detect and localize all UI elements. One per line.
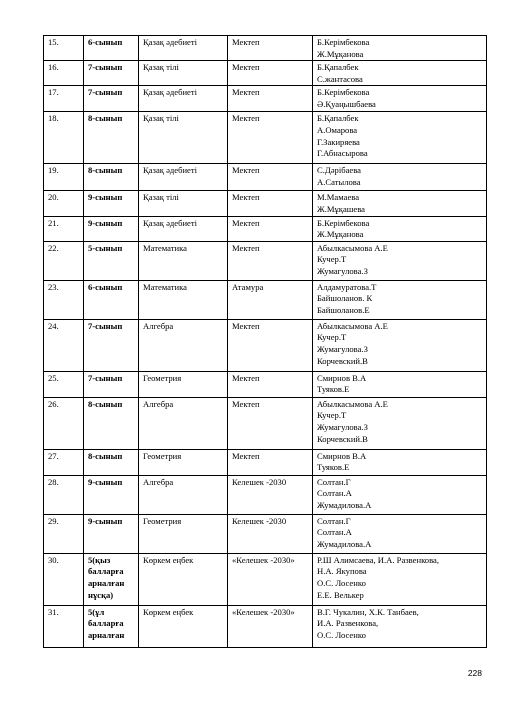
table-row [44, 191, 487, 216]
subject-cell: Геометрия [139, 371, 228, 397]
grade-cell: 5(ұл балларға арналған [84, 605, 139, 647]
publisher-cell: Келешек -2030 [228, 514, 313, 553]
authors-cell [313, 280, 487, 319]
row-number: 27. [44, 449, 84, 475]
author-line: Смирнов В.А [317, 372, 367, 383]
author-line: Байшоланов. К [317, 293, 373, 304]
publisher-cell: Келешек -2030 [228, 475, 313, 514]
grade-cell: 7-сынып [84, 61, 139, 86]
authors-cell [313, 216, 487, 241]
publisher-cell: «Келешек -2030» [228, 553, 313, 605]
table-row [44, 241, 487, 280]
authors-cell [313, 191, 487, 216]
author-line: Солтан.Г [317, 476, 351, 487]
authors-cell [313, 475, 487, 514]
subject-cell: Математика [139, 280, 228, 319]
subject-cell: Алгебра [139, 397, 228, 449]
subject-cell: Геометрия [139, 514, 228, 553]
subject-cell: Қазақ тілі [139, 61, 228, 86]
authors-cell [313, 553, 487, 605]
table-row [44, 280, 487, 319]
grade-cell: 5(қыз балларға арналған нұсқа) [84, 553, 139, 605]
textbook-table [43, 35, 487, 648]
author-line: В.Г. Чукалин, Х.К. Танбаев, [317, 606, 419, 617]
row-number: 15. [44, 36, 84, 61]
authors-cell [313, 112, 487, 164]
author-line: Ж.Мұқанова [317, 229, 364, 240]
author-line: Байшоланов.Е [317, 304, 370, 315]
author-line: Жумагулова.З [317, 421, 368, 432]
grade-cell: 7-сынып [84, 371, 139, 397]
grade-cell: 9-сынып [84, 216, 139, 241]
table-row [44, 475, 487, 514]
author-line: Солтан.А [317, 527, 352, 538]
author-line: Туяков.Е [317, 384, 350, 395]
row-number: 29. [44, 514, 84, 553]
row-number: 16. [44, 61, 84, 86]
row-number: 21. [44, 216, 84, 241]
author-line: Солтан.А [317, 488, 352, 499]
subject-cell: Математика [139, 241, 228, 280]
publisher-cell: Мектеп [228, 86, 313, 112]
author-line: Б.Қапалбек [317, 62, 359, 73]
authors-cell [313, 397, 487, 449]
table-row [44, 61, 487, 86]
author-line: М.Мамаева [317, 192, 360, 203]
author-line: Кучер.Т [317, 332, 347, 343]
subject-cell: Қазақ әдебиеті [139, 164, 228, 191]
author-line: Жумадилова.А [317, 499, 372, 510]
author-line: Солтан.Г [317, 515, 351, 526]
author-line: Алдамуратова.Т [317, 281, 377, 292]
author-line: Абылкасымова А.Е [317, 398, 388, 409]
table-row [44, 164, 487, 191]
author-line: И.А. Развенкова, [317, 618, 379, 629]
authors-cell [313, 449, 487, 475]
author-line: Б.Керімбекова [317, 37, 370, 47]
author-line: О.С. Лосенко [317, 577, 366, 588]
publisher-cell: Мектеп [228, 371, 313, 397]
publisher-cell: Мектеп [228, 319, 313, 371]
table-row [44, 605, 487, 647]
publisher-cell: Мектеп [228, 191, 313, 216]
table-row [44, 371, 487, 397]
table-body [44, 36, 487, 648]
grade-cell: 9-сынып [84, 475, 139, 514]
grade-cell: 5-сынып [84, 241, 139, 280]
authors-cell [313, 241, 487, 280]
author-line: Кучер.Т [317, 410, 347, 421]
publisher-cell: Мектеп [228, 36, 313, 61]
author-line: Смирнов В.А [317, 450, 367, 461]
grade-cell: 7-сынып [84, 319, 139, 371]
row-number: 17. [44, 86, 84, 112]
grade-cell: 9-сынып [84, 191, 139, 216]
table-row [44, 319, 487, 371]
author-line: Абылкасымова А.Е [317, 320, 388, 331]
grade-cell: 8-сынып [84, 164, 139, 191]
publisher-cell: Атамура [228, 280, 313, 319]
authors-cell [313, 605, 487, 647]
author-line: Абылкасымова А.Е [317, 242, 388, 253]
table-row [44, 553, 487, 605]
grade-cell: 6-сынып [84, 36, 139, 61]
subject-cell: Геометрия [139, 449, 228, 475]
row-number: 19. [44, 164, 84, 191]
row-number: 28. [44, 475, 84, 514]
author-line: Б.Қапалбек [317, 113, 359, 124]
table-row [44, 112, 487, 164]
authors-cell [313, 61, 487, 86]
table-row [44, 216, 487, 241]
author-line: Ж.Мұқанова [317, 48, 364, 59]
author-line: Жумагулова.З [317, 343, 368, 354]
page-number: 228 [467, 668, 482, 678]
publisher-cell: Мектеп [228, 397, 313, 449]
author-line: Б.Керімбекова [317, 217, 370, 228]
row-number: 30. [44, 553, 84, 605]
author-line: С.Дәрібаева [317, 165, 362, 176]
publisher-cell: Мектеп [228, 241, 313, 280]
author-line: Г.Абнасырова [317, 148, 368, 159]
authors-cell [313, 86, 487, 112]
publisher-cell: Мектеп [228, 216, 313, 241]
row-number: 26. [44, 397, 84, 449]
subject-cell: Қазақ әдебиеті [139, 216, 228, 241]
grade-cell: 8-сынып [84, 449, 139, 475]
row-number: 23. [44, 280, 84, 319]
author-line: А.Омарова [317, 124, 358, 135]
subject-cell: Қазақ тілі [139, 191, 228, 216]
authors-cell [313, 319, 487, 371]
subject-cell: Алгебра [139, 475, 228, 514]
publisher-cell: Мектеп [228, 61, 313, 86]
row-number: 18. [44, 112, 84, 164]
row-number: 24. [44, 319, 84, 371]
author-line: Жумадилова.А [317, 538, 372, 549]
grade-cell: 6-сынып [84, 280, 139, 319]
author-line: Б.Керімбекова [317, 87, 370, 98]
author-line: Ж.Мұқашева [317, 203, 365, 214]
author-line: Г.Закиряева [317, 136, 360, 147]
publisher-cell: Мектеп [228, 449, 313, 475]
author-line: Е.Е. Велькер [317, 589, 364, 600]
subject-cell: Алгебра [139, 319, 228, 371]
table-row [44, 36, 487, 61]
author-line: Н.А. Якупова [317, 566, 367, 577]
subject-cell: Қазақ әдебиеті [139, 86, 228, 112]
table-row [44, 514, 487, 553]
grade-cell: 9-сынып [84, 514, 139, 553]
grade-cell: 8-сынып [84, 112, 139, 164]
subject-cell: Көркем еңбек [139, 605, 228, 647]
authors-cell [313, 36, 487, 61]
author-line: Корчевский.В [317, 433, 368, 444]
table-row [44, 86, 487, 112]
row-number: 22. [44, 241, 84, 280]
publisher-cell: Мектеп [228, 164, 313, 191]
publisher-cell: Мектеп [228, 112, 313, 164]
subject-cell: Қазақ әдебиеті [139, 36, 228, 61]
author-line: О.С. Лосенко [317, 629, 366, 640]
author-line: Корчевский.В [317, 355, 368, 366]
table-row [44, 397, 487, 449]
author-line: Р.Ш Алимсаева, И.А. Развенкова, [317, 554, 440, 565]
author-line: Кучер.Т [317, 254, 347, 265]
table-row [44, 449, 487, 475]
author-line: Жумагулова.З [317, 265, 368, 276]
row-number: 25. [44, 371, 84, 397]
author-line: Туяков.Е [317, 462, 350, 473]
subject-cell: Қазақ тілі [139, 112, 228, 164]
grade-cell: 8-сынып [84, 397, 139, 449]
authors-cell [313, 371, 487, 397]
publisher-cell: «Келешек -2030» [228, 605, 313, 647]
grade-cell: 7-сынып [84, 86, 139, 112]
author-line: С.жантасова [317, 73, 363, 84]
author-line: А.Сатылова [317, 176, 361, 187]
row-number: 31. [44, 605, 84, 647]
subject-cell: Көркем еңбек [139, 553, 228, 605]
row-number: 20. [44, 191, 84, 216]
authors-cell [313, 164, 487, 191]
authors-cell [313, 514, 487, 553]
author-line: Ә.Қуаңышбаева [317, 98, 376, 109]
